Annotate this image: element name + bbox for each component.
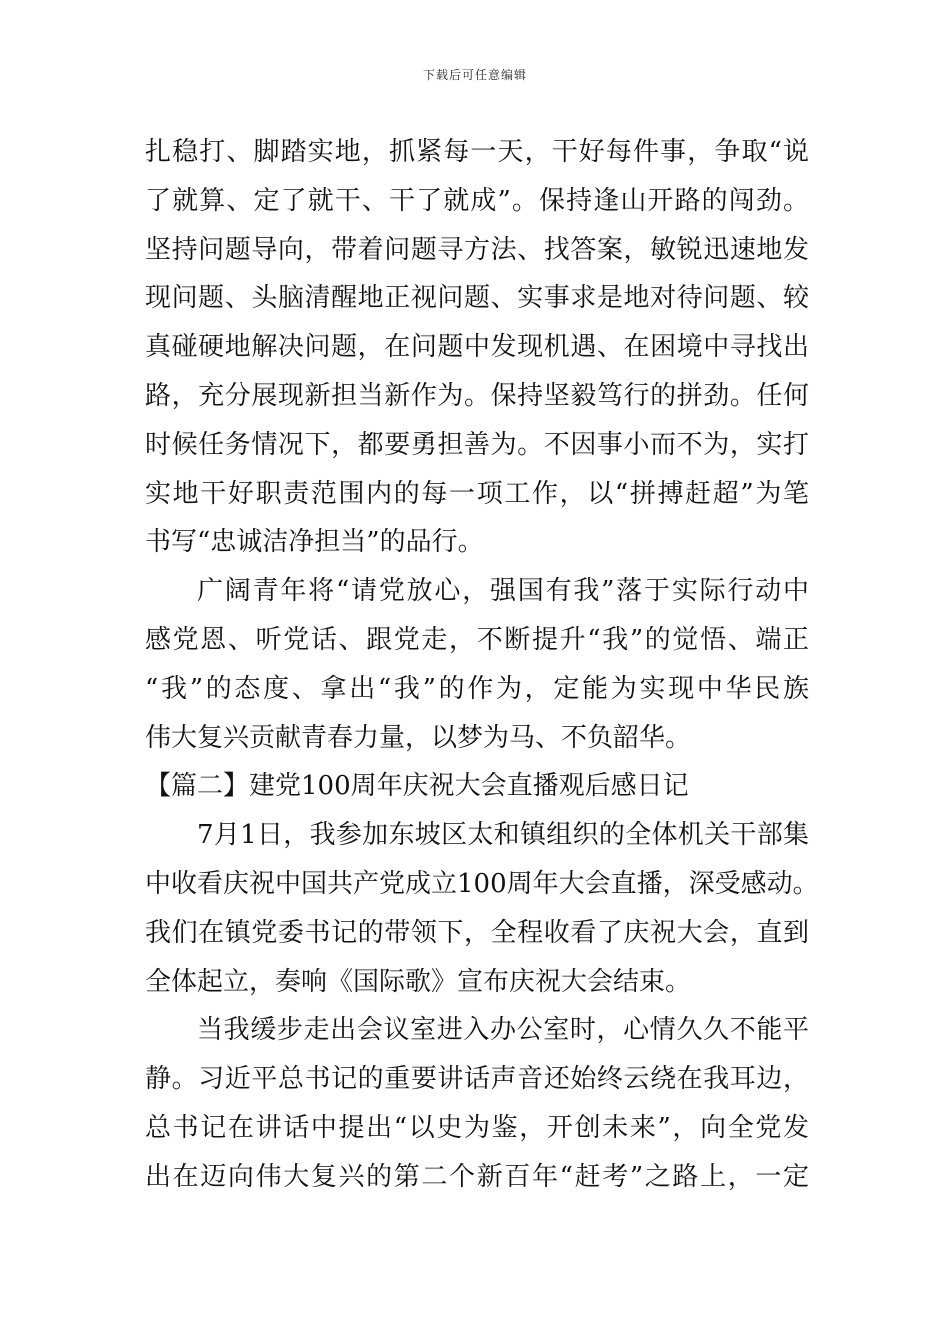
text-line: “我”的态度、拿出“我”的作为，定能为实现中华民族 bbox=[145, 673, 809, 704]
section-heading: 【篇二】建党100周年庆祝大会直播观后感日记 bbox=[145, 771, 689, 802]
text-line: 实地干好职责范围内的每一项工作，以“拼搏赶超”为笔 bbox=[145, 478, 809, 509]
text-line: 广阔青年将“请党放心，强国有我”落于实际行动中 bbox=[197, 576, 809, 607]
text-line: 路，充分展现新担当新作为。保持坚毅笃行的拼劲。任何 bbox=[145, 380, 809, 411]
text-line: 扎稳打、脚踏实地，抓紧每一天，干好每件事，争取“说 bbox=[145, 137, 809, 167]
text-line: 中收看庆祝中国共产党成立100周年大会直播，深受感动。 bbox=[145, 868, 819, 899]
text-line: 感党恩、听党话、跟党走，不断提升“我”的觉悟、端正 bbox=[145, 624, 809, 655]
text-line: 了就算、定了就干、干了就成”。保持逢山开路的闯劲。 bbox=[145, 185, 809, 216]
text-line: 书写“忠诚洁净担当”的品行。 bbox=[145, 527, 484, 558]
text-line: 坚持问题导向，带着问题寻方法、找答案，敏锐迅速地发 bbox=[145, 234, 809, 265]
text-line: 伟大复兴贡献青春力量，以梦为马、不负韶华。 bbox=[145, 722, 692, 753]
text-line: 7月1日，我参加东坡区太和镇组织的全体机关干部集 bbox=[197, 820, 809, 851]
text-line: 静。习近平总书记的重要讲话声音还始终云绕在我耳边， bbox=[145, 1064, 809, 1095]
header-note: 下载后可任意编辑 bbox=[422, 68, 527, 82]
text-line: 现问题、头脑清醒地正视问题、实事求是地对待问题、较 bbox=[145, 283, 809, 314]
text-line: 全体起立，奏响《国际歌》宣布庆祝大会结束。 bbox=[145, 966, 692, 997]
document-body bbox=[145, 128, 819, 1202]
text-line: 总书记在讲话中提出“以史为鉴，开创未来”，向全党发 bbox=[145, 1112, 809, 1143]
text-line: 当我缓步走出会议室进入办公室时，心情久久不能平 bbox=[197, 1015, 809, 1046]
text-line: 真碰硬地解决问题，在问题中发现机遇、在困境中寻找出 bbox=[145, 332, 809, 363]
text-line: 出在迈向伟大复兴的第二个新百年“赶考”之路上，一定 bbox=[145, 1161, 809, 1192]
text-line: 时候任务情况下，都要勇担善为。不因事小而不为，实打 bbox=[145, 429, 809, 460]
text-line: 我们在镇党委书记的带领下，全程收看了庆祝大会，直到 bbox=[145, 917, 809, 948]
